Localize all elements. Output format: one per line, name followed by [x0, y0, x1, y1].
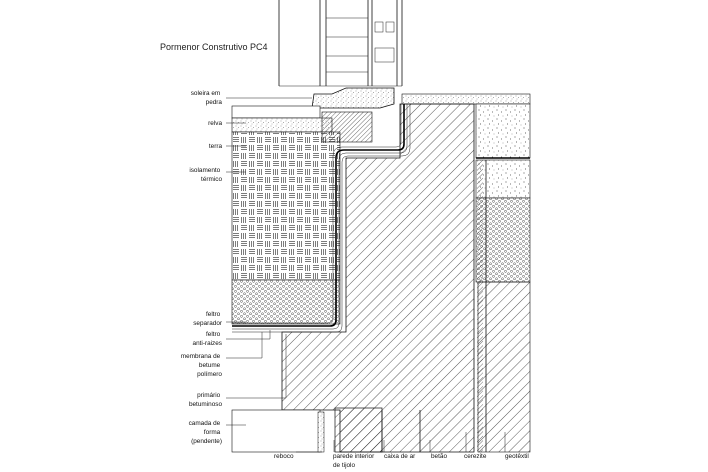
label-terra: terra [208, 143, 222, 150]
label-reboco: reboco [274, 453, 294, 460]
label-relva: relva [208, 120, 222, 127]
door-frame [279, 0, 402, 86]
label-feltro-separador: feltro separador [193, 311, 222, 327]
label-soleira: soleira em pedra [190, 90, 222, 106]
stone-sill [312, 88, 394, 108]
label-geotextil: geotêxtil [505, 453, 529, 460]
label-caixa-de-ar: caixa de ar [384, 453, 416, 460]
label-parede-interior: parede interior de tijolo [333, 453, 375, 469]
label-isolamento: isolamento térmico [189, 167, 222, 183]
label-feltro-anti-raizes: feltro anti-raizes [192, 331, 222, 347]
label-betao: betão [431, 453, 447, 460]
label-membrana: membrana de betume polímero [180, 353, 222, 378]
label-primario: primário betuminoso [188, 392, 222, 408]
drawing-title: Pormenor Construtivo PC4 [160, 42, 268, 52]
label-cerezite: cerezite [464, 453, 487, 460]
label-camada-forma: camada de forma (pendente) [188, 420, 222, 445]
